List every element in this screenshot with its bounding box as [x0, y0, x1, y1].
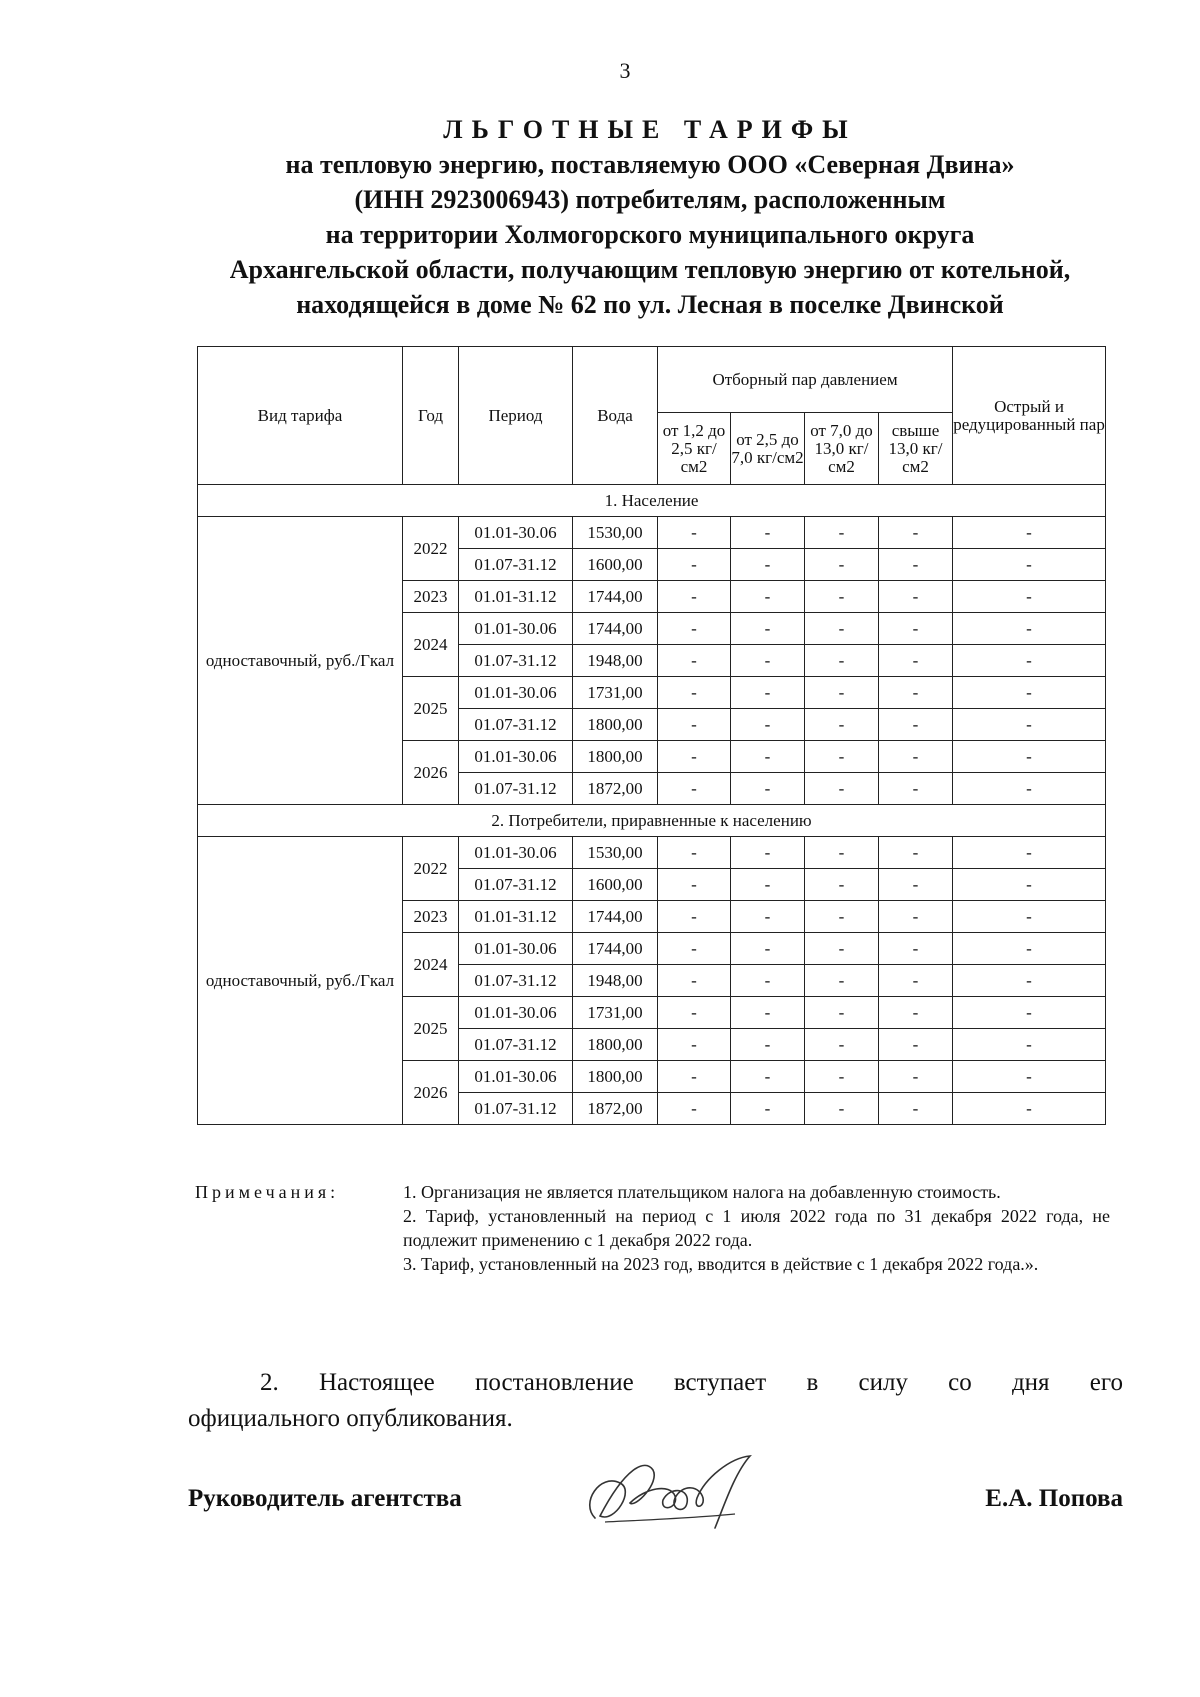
steam-tariff-cell: - [953, 965, 1106, 997]
period-cell: 01.07-31.12 [459, 645, 573, 677]
steam-tariff-cell: - [805, 741, 879, 773]
steam-tariff-cell: - [953, 581, 1106, 613]
clause-word: в [806, 1369, 819, 1396]
steam-tariff-cell: - [879, 933, 953, 965]
water-tariff-cell: 1744,00 [573, 581, 658, 613]
page-number: 3 [619, 58, 631, 83]
year-cell: 2023 [403, 901, 459, 933]
steam-tariff-cell: - [731, 901, 805, 933]
steam-tariff-cell: - [658, 869, 731, 901]
steam-tariff-cell: - [879, 1093, 953, 1125]
steam-tariff-cell: - [658, 997, 731, 1029]
section-title-row [198, 805, 1106, 837]
water-tariff-cell: 1800,00 [573, 1029, 658, 1061]
period-cell: 01.01-30.06 [459, 1061, 573, 1093]
steam-tariff-cell: - [658, 677, 731, 709]
period-cell: 01.07-31.12 [459, 965, 573, 997]
steam-tariff-cell: - [953, 933, 1106, 965]
steam-tariff-cell: - [879, 1061, 953, 1093]
steam-tariff-cell: - [879, 869, 953, 901]
water-tariff-cell: 1530,00 [573, 517, 658, 549]
clause-2 [188, 1365, 1123, 1437]
header-pressure-4: свыше 13,0 кг/см2 [879, 413, 953, 485]
year-cell: 2026 [403, 741, 459, 805]
steam-tariff-cell: - [805, 677, 879, 709]
steam-tariff-cell: - [658, 517, 731, 549]
period-cell: 01.01-30.06 [459, 741, 573, 773]
steam-tariff-cell: - [879, 741, 953, 773]
year-cell: 2023 [403, 581, 459, 613]
steam-tariff-cell: - [731, 965, 805, 997]
steam-tariff-cell: - [953, 869, 1106, 901]
steam-tariff-cell: - [658, 549, 731, 581]
steam-tariff-cell: - [879, 581, 953, 613]
period-cell: 01.01-31.12 [459, 901, 573, 933]
steam-tariff-cell: - [731, 997, 805, 1029]
steam-tariff-cell: - [953, 1061, 1106, 1093]
notes-list [403, 1180, 1110, 1276]
title-line-5: Архангельской области, получающим тепловую энергию от котельной, [229, 255, 1071, 284]
header-pressure-2: от 2,5 до 7,0 кг/см2 [731, 413, 805, 485]
steam-tariff-cell: - [805, 869, 879, 901]
section-title-row [198, 485, 1106, 517]
clause-word: 2. [260, 1369, 279, 1396]
steam-tariff-cell: - [731, 613, 805, 645]
period-cell: 01.07-31.12 [459, 773, 573, 805]
water-tariff-cell: 1800,00 [573, 741, 658, 773]
steam-tariff-cell: - [731, 709, 805, 741]
tariff-table [197, 346, 1106, 1125]
period-cell: 01.01-30.06 [459, 677, 573, 709]
title-line-4: на территории Холмогорского муниципального округа [325, 220, 975, 249]
steam-tariff-cell: - [805, 901, 879, 933]
year-cell: 2025 [403, 997, 459, 1061]
steam-tariff-cell: - [805, 1029, 879, 1061]
steam-tariff-cell: - [953, 741, 1106, 773]
year-cell: 2024 [403, 933, 459, 997]
header-ostry: Острый и редуцированный пар [953, 347, 1106, 485]
steam-tariff-cell: - [805, 933, 879, 965]
title-line-2: на тепловую энергию, поставляемую ООО «Северная Двина» [285, 150, 1015, 179]
steam-tariff-cell: - [731, 645, 805, 677]
steam-tariff-cell: - [953, 517, 1106, 549]
clause-line-2: официального опубликования. [188, 1405, 513, 1432]
period-cell: 01.01-30.06 [459, 837, 573, 869]
steam-tariff-cell: - [658, 837, 731, 869]
steam-tariff-cell: - [879, 965, 953, 997]
water-tariff-cell: 1731,00 [573, 997, 658, 1029]
steam-tariff-cell: - [658, 1029, 731, 1061]
steam-tariff-cell: - [953, 613, 1106, 645]
water-tariff-cell: 1872,00 [573, 773, 658, 805]
title-heading: ЛЬГОТНЫЕ ТАРИФЫ [443, 115, 857, 144]
header-otbor: Отборный пар давлением [658, 347, 953, 413]
steam-tariff-cell: - [879, 613, 953, 645]
steam-tariff-cell: - [731, 869, 805, 901]
header-voda: Вода [573, 347, 658, 485]
table-row [198, 837, 1106, 869]
water-tariff-cell: 1744,00 [573, 901, 658, 933]
steam-tariff-cell: - [658, 1093, 731, 1125]
steam-tariff-cell: - [805, 613, 879, 645]
steam-tariff-cell: - [731, 1093, 805, 1125]
tariff-type-cell: одноставочный, руб./Гкал [198, 837, 403, 1125]
steam-tariff-cell: - [805, 965, 879, 997]
water-tariff-cell: 1800,00 [573, 1061, 658, 1093]
period-cell: 01.01-30.06 [459, 613, 573, 645]
clause-word: его [1089, 1369, 1123, 1396]
notes-label: Примечания: [195, 1182, 340, 1202]
clause-word: вступает [673, 1369, 767, 1396]
steam-tariff-cell: - [658, 933, 731, 965]
note-item: 2. Тариф, установленный на период с 1 июля 2022 года по 31 декабря 2022 года, не подлежит применению с 1 декабря 2022 года. [403, 1206, 1110, 1250]
steam-tariff-cell: - [805, 581, 879, 613]
signer-position: Руководитель агентства [188, 1485, 462, 1512]
clause-word: дня [1011, 1369, 1050, 1396]
period-cell: 01.07-31.12 [459, 549, 573, 581]
water-tariff-cell: 1872,00 [573, 1093, 658, 1125]
water-tariff-cell: 1800,00 [573, 709, 658, 741]
steam-tariff-cell: - [879, 709, 953, 741]
handwritten-signature [575, 1448, 775, 1543]
steam-tariff-cell: - [658, 1061, 731, 1093]
steam-tariff-cell: - [731, 1061, 805, 1093]
steam-tariff-cell: - [805, 517, 879, 549]
period-cell: 01.01-30.06 [459, 997, 573, 1029]
section-title: 1. Население [198, 485, 1106, 517]
steam-tariff-cell: - [805, 997, 879, 1029]
water-tariff-cell: 1600,00 [573, 549, 658, 581]
water-tariff-cell: 1530,00 [573, 837, 658, 869]
tariff-table-body [198, 485, 1106, 1125]
steam-tariff-cell: - [953, 901, 1106, 933]
period-cell: 01.07-31.12 [459, 1093, 573, 1125]
document-title [150, 112, 1150, 322]
header-pressure-3: от 7,0 до 13,0 кг/см2 [805, 413, 879, 485]
water-tariff-cell: 1600,00 [573, 869, 658, 901]
note-item: 3. Тариф, установленный на 2023 год, вводится в действие с 1 декабря 2022 года.». [403, 1254, 1039, 1274]
steam-tariff-cell: - [805, 549, 879, 581]
header-period: Период [459, 347, 573, 485]
steam-tariff-cell: - [731, 741, 805, 773]
year-cell: 2025 [403, 677, 459, 741]
clause-word: силу [858, 1369, 908, 1396]
period-cell: 01.01-30.06 [459, 933, 573, 965]
steam-tariff-cell: - [953, 773, 1106, 805]
steam-tariff-cell: - [879, 773, 953, 805]
steam-tariff-cell: - [658, 773, 731, 805]
steam-tariff-cell: - [805, 709, 879, 741]
period-cell: 01.07-31.12 [459, 869, 573, 901]
steam-tariff-cell: - [731, 1029, 805, 1061]
steam-tariff-cell: - [731, 773, 805, 805]
steam-tariff-cell: - [953, 645, 1106, 677]
tariff-type-cell: одноставочный, руб./Гкал [198, 517, 403, 805]
header-god: Год [403, 347, 459, 485]
steam-tariff-cell: - [731, 517, 805, 549]
header-pressure-1: от 1,2 до 2,5 кг/см2 [658, 413, 731, 485]
clause-word: Настоящее [318, 1369, 435, 1396]
steam-tariff-cell: - [953, 709, 1106, 741]
steam-tariff-cell: - [879, 677, 953, 709]
year-cell: 2022 [403, 517, 459, 581]
steam-tariff-cell: - [805, 1061, 879, 1093]
steam-tariff-cell: - [805, 645, 879, 677]
clause-line-1 [188, 1365, 1123, 1401]
steam-tariff-cell: - [658, 645, 731, 677]
water-tariff-cell: 1948,00 [573, 645, 658, 677]
steam-tariff-cell: - [953, 1029, 1106, 1061]
period-cell: 01.01-30.06 [459, 517, 573, 549]
steam-tariff-cell: - [879, 517, 953, 549]
title-line-3: (ИНН 2923006943) потребителям, расположенным [354, 185, 946, 214]
steam-tariff-cell: - [731, 549, 805, 581]
steam-tariff-cell: - [731, 677, 805, 709]
steam-tariff-cell: - [658, 965, 731, 997]
clause-word: постановление [474, 1369, 634, 1396]
table-row [198, 517, 1106, 549]
steam-tariff-cell: - [879, 645, 953, 677]
water-tariff-cell: 1744,00 [573, 613, 658, 645]
steam-tariff-cell: - [731, 933, 805, 965]
steam-tariff-cell: - [658, 709, 731, 741]
steam-tariff-cell: - [731, 581, 805, 613]
steam-tariff-cell: - [658, 581, 731, 613]
water-tariff-cell: 1744,00 [573, 933, 658, 965]
steam-tariff-cell: - [658, 901, 731, 933]
steam-tariff-cell: - [658, 741, 731, 773]
steam-tariff-cell: - [879, 901, 953, 933]
steam-tariff-cell: - [953, 1093, 1106, 1125]
steam-tariff-cell: - [953, 549, 1106, 581]
steam-tariff-cell: - [953, 837, 1106, 869]
period-cell: 01.07-31.12 [459, 709, 573, 741]
year-cell: 2022 [403, 837, 459, 901]
steam-tariff-cell: - [805, 1093, 879, 1125]
title-line-6: находящейся в доме № 62 по ул. Лесная в поселке Двинской [296, 290, 1004, 319]
signer-name: Е.А. Попова [985, 1485, 1123, 1512]
steam-tariff-cell: - [805, 837, 879, 869]
steam-tariff-cell: - [953, 997, 1106, 1029]
steam-tariff-cell: - [879, 997, 953, 1029]
period-cell: 01.07-31.12 [459, 1029, 573, 1061]
clause-word: со [948, 1369, 972, 1396]
water-tariff-cell: 1948,00 [573, 965, 658, 997]
header-vid: Вид тарифа [198, 347, 403, 485]
year-cell: 2024 [403, 613, 459, 677]
steam-tariff-cell: - [879, 1029, 953, 1061]
year-cell: 2026 [403, 1061, 459, 1125]
steam-tariff-cell: - [879, 837, 953, 869]
period-cell: 01.01-31.12 [459, 581, 573, 613]
steam-tariff-cell: - [805, 773, 879, 805]
note-item: 1. Организация не является плательщиком налога на добавленную стоимость. [403, 1182, 1001, 1202]
steam-tariff-cell: - [953, 677, 1106, 709]
steam-tariff-cell: - [731, 837, 805, 869]
section-title: 2. Потребители, приравненные к населению [198, 805, 1106, 837]
steam-tariff-cell: - [658, 613, 731, 645]
water-tariff-cell: 1731,00 [573, 677, 658, 709]
steam-tariff-cell: - [879, 549, 953, 581]
